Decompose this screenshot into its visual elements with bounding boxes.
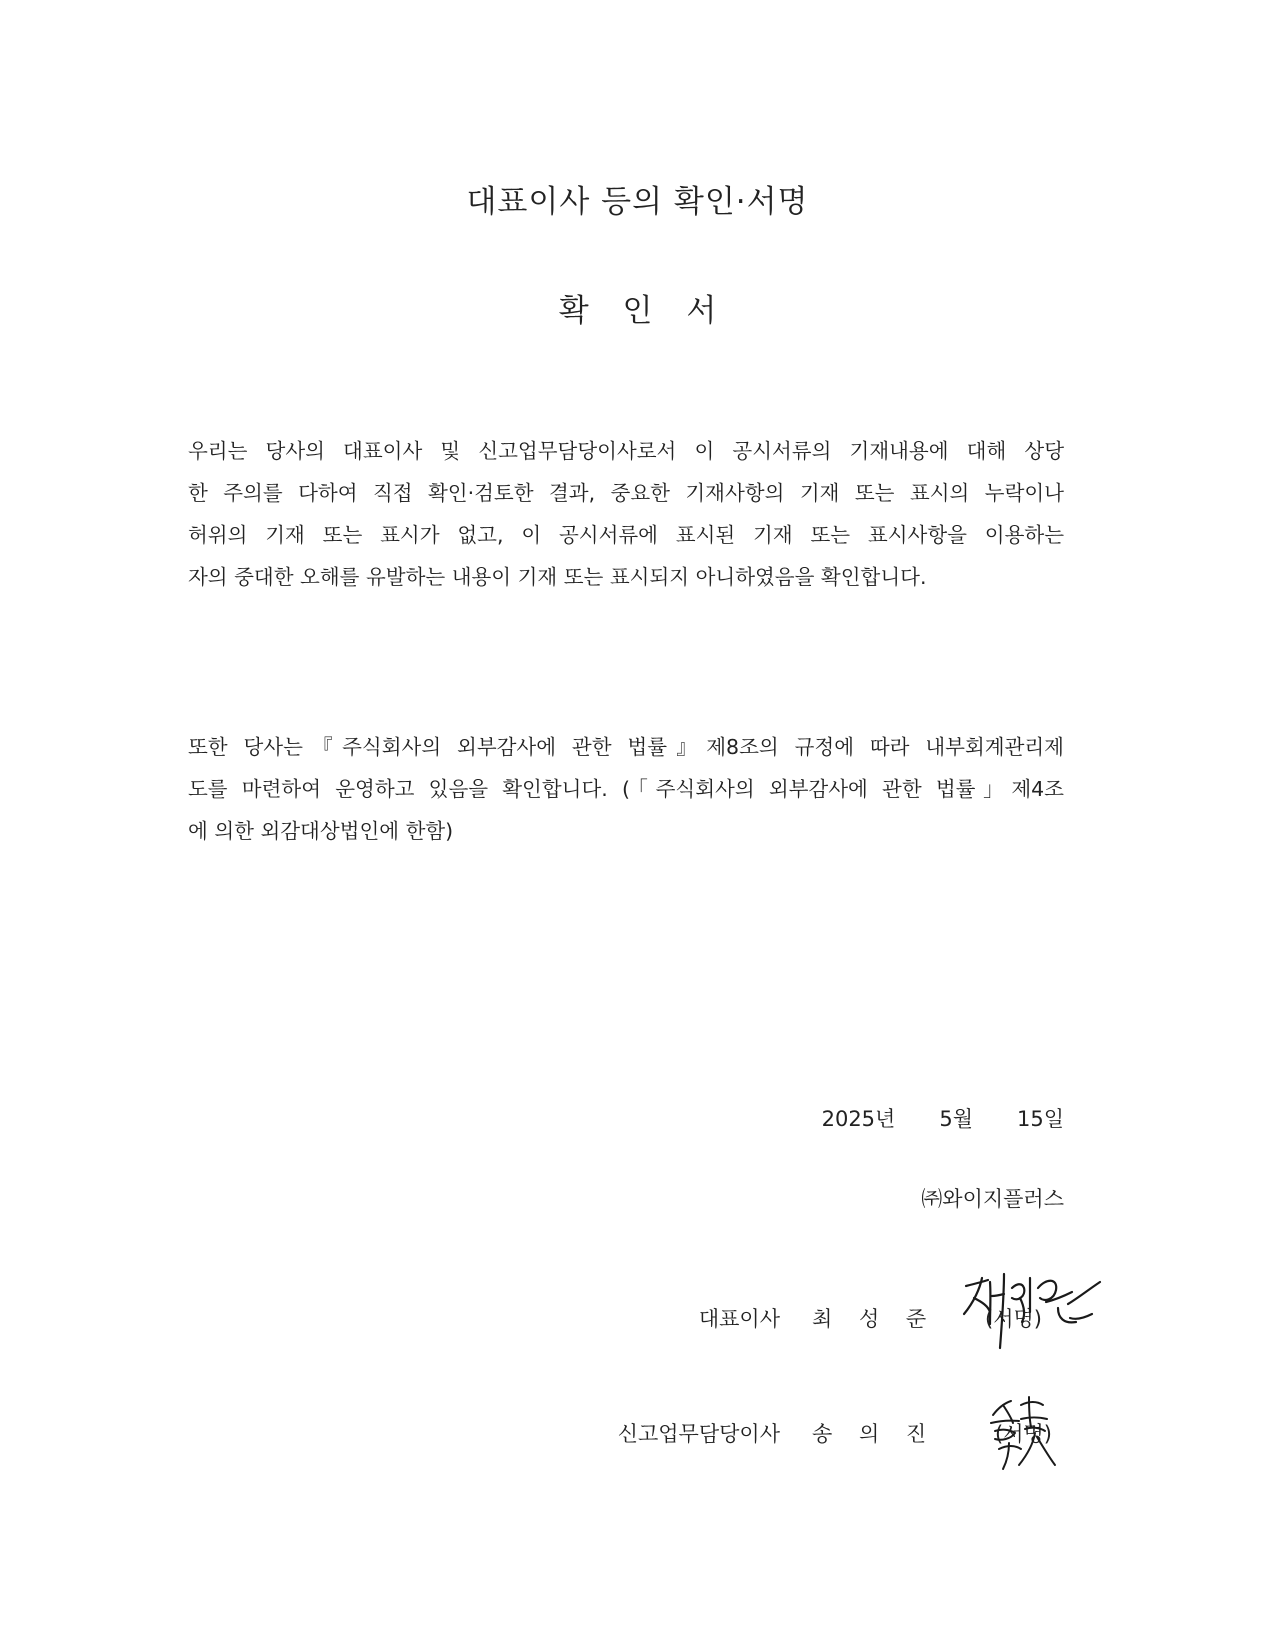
paragraph-line: 우리는 당사의 대표이사 및 신고업무담당이사로서 이 공시서류의 기재내용에 대해 상당 [188,439,1064,463]
date-month: 5월 [939,1107,973,1131]
paragraph-line: 도를 마련하여 운영하고 있음을 확인합니다. (「주식회사의 외부감사에 관한 법률」제4조 [188,777,1064,801]
handwritten-signature-ceo [960,1268,1110,1358]
document-title: 대표이사 등의 확인·서명 [466,184,809,220]
signatory-name-ceo: 최 성 준 [812,1307,937,1331]
date-year: 2025년 [821,1107,896,1131]
signatory-name-disclosure-officer: 송 의 진 [812,1422,937,1446]
signature-label-ceo: (서명) [985,1307,1042,1331]
signature-label-disclosure-officer: (서명) [995,1422,1052,1446]
confirmation-paragraph [188,430,1064,598]
signatory-role-label: 대표이사 [698,1307,780,1331]
paragraph-line: 에 의한 외감대상법인에 한함) [188,819,454,843]
handwritten-signature-disclosure-officer [985,1393,1065,1473]
paragraph-line: 자의 중대한 오해를 유발하는 내용이 기재 또는 표시되지 아니하였음을 확인합니다. [188,565,927,589]
internal-control-paragraph [188,726,1064,852]
date-day: 15일 [1016,1107,1064,1131]
document-date [822,1103,1064,1133]
company-name: ㈜와이지플러스 [921,1187,1064,1211]
paragraph-line: 또한 당사는『주식회사의 외부감사에 관한 법률』제8조의 규정에 따라 내부회계관리제 [188,735,1064,759]
paragraph-line: 허위의 기재 또는 표시가 없고, 이 공시서류에 표시된 기재 또는 표시사항을 이용하는 [188,523,1064,547]
document-subtitle: 확 인 서 [558,293,729,329]
paragraph-line: 한 주의를 다하여 직접 확인·검토한 결과, 중요한 기재사항의 기재 또는 표시의 누락이나 [188,481,1064,505]
signatory-role-label: 신고업무담당이사 [617,1422,780,1446]
